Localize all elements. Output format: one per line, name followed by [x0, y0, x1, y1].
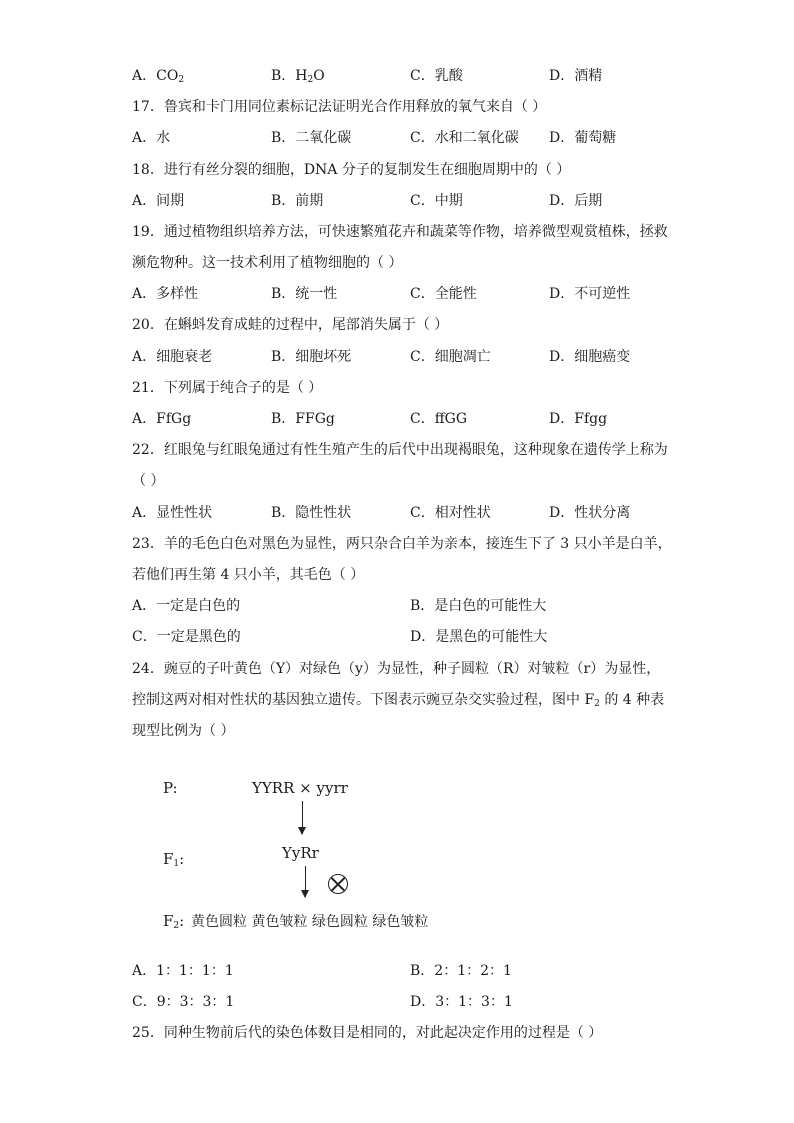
q22-option-c: C．相对性状	[410, 505, 491, 521]
q19-stem-line2: 濒危物种。这一技术利用了植物细胞的（ ）	[132, 255, 403, 271]
p-generation-label: P:	[163, 779, 178, 797]
q20-stem: 20．在蝌蚪发育成蛙的过程中，尾部消失属于（ ）	[132, 317, 449, 333]
q24-option-b: B．2：1：2：1	[410, 963, 512, 979]
q23-stem-line2: 若他们再生第 4 只小羊，其毛色（ ）	[132, 567, 365, 583]
p-cross-genotypes: YYRR × yyrr	[252, 779, 348, 797]
f2-phenotypes: 黄色圆粒 黄色皱粒 绿色圆粒 绿色皱粒	[191, 914, 429, 930]
q18-option-b: B．前期	[271, 193, 324, 209]
q21-option-a: A．FfGg	[132, 411, 192, 427]
q23-option-d: D．是黑色的可能性大	[410, 629, 548, 645]
q17-option-a: A．水	[132, 130, 171, 146]
q16-option-d: D．酒精	[549, 68, 603, 84]
q23-stem-line1: 23．羊的毛色白色对黑色为显性，两只杂合白羊为亲本，接连生下了 3 只小羊是白羊，	[132, 536, 672, 552]
q18-option-c: C．中期	[410, 193, 463, 209]
q24-option-a: A．1：1：1：1	[132, 963, 234, 979]
q17-option-d: D．葡萄糖	[549, 130, 617, 146]
q19-option-c: C．全能性	[410, 286, 477, 302]
q24-option-d: D．3：1：3：1	[410, 994, 513, 1010]
down-arrow-icon	[305, 866, 306, 897]
q23-option-b: B．是白色的可能性大	[410, 598, 547, 614]
q18-option-a: A．间期	[132, 193, 185, 209]
q22-stem-line1: 22．红眼兔与红眼兔通过有性生殖产生的后代中出现褐眼兔，这种现象在遗传学上称为	[132, 442, 668, 458]
down-arrow-icon	[302, 801, 303, 834]
q16-option-a: A．$CO_2$	[132, 68, 185, 85]
f2-generation-label: $F_2$:	[163, 912, 185, 931]
q22-stem-line2: （ ）	[132, 473, 165, 489]
q22-option-a: A．显性性状	[132, 505, 213, 521]
q20-option-b: B．细胞坏死	[271, 349, 352, 365]
q24-stem-line2: 控制这两对相对性状的基因独立遗传。下图表示豌豆杂交实验过程，图中 $F_2$ 的 4 种表	[132, 692, 665, 709]
q16-option-c: C．乳酸	[410, 68, 463, 84]
selfing-symbol-icon	[328, 874, 348, 894]
q23-option-c: C．一定是黑色的	[132, 629, 241, 645]
q21-option-c: C．ffGG	[410, 411, 468, 427]
q17-option-b: B．二氧化碳	[271, 130, 352, 146]
q19-option-b: B．统一性	[271, 286, 338, 302]
q21-option-d: D．Ffgg	[549, 411, 608, 427]
q17-stem: 17．鲁宾和卡门用同位素标记法证明光合作用释放的氧气来自（ ）	[132, 99, 547, 115]
q21-stem: 21．下列属于纯合子的是（ ）	[132, 380, 323, 396]
q20-option-a: A．细胞衰老	[132, 349, 213, 365]
q22-option-d: D．性状分离	[549, 505, 631, 521]
q16-option-b: B．$H_2O$	[271, 68, 325, 85]
q25-stem: 25．同种生物前后代的染色体数目是相同的，对此起决定作用的过程是（ ）	[132, 1025, 603, 1041]
q19-option-d: D．不可逆性	[549, 286, 631, 302]
f1-generation-label: $F_1$:	[163, 850, 185, 869]
q18-option-d: D．后期	[549, 193, 603, 209]
q23-option-a: A．一定是白色的	[132, 598, 241, 614]
q20-option-c: C．细胞凋亡	[410, 349, 491, 365]
q17-option-c: C．水和二氧化碳	[410, 130, 519, 146]
q22-option-b: B．隐性性状	[271, 505, 352, 521]
f1-genotype: YyRr	[282, 844, 319, 862]
q20-option-d: D．细胞癌变	[549, 349, 631, 365]
q19-stem-line1: 19．通过植物组织培养方法，可快速繁殖花卉和蔬菜等作物，培养微型观赏植株，拯救	[132, 224, 668, 240]
q24-option-c: C．9：3：3：1	[132, 994, 235, 1010]
q19-option-a: A．多样性	[132, 286, 199, 302]
q18-stem: 18．进行有丝分裂的细胞，DNA 分子的复制发生在细胞周期中的（ ）	[132, 162, 571, 178]
q24-stem-line1: 24．豌豆的子叶黄色（Y）对绿色（y）为显性，种子圆粒（R）对皱粒（r）为显性，	[132, 661, 661, 677]
q24-stem-line3: 现型比例为（ ）	[132, 723, 235, 739]
q21-option-b: B．FFGg	[271, 411, 335, 427]
